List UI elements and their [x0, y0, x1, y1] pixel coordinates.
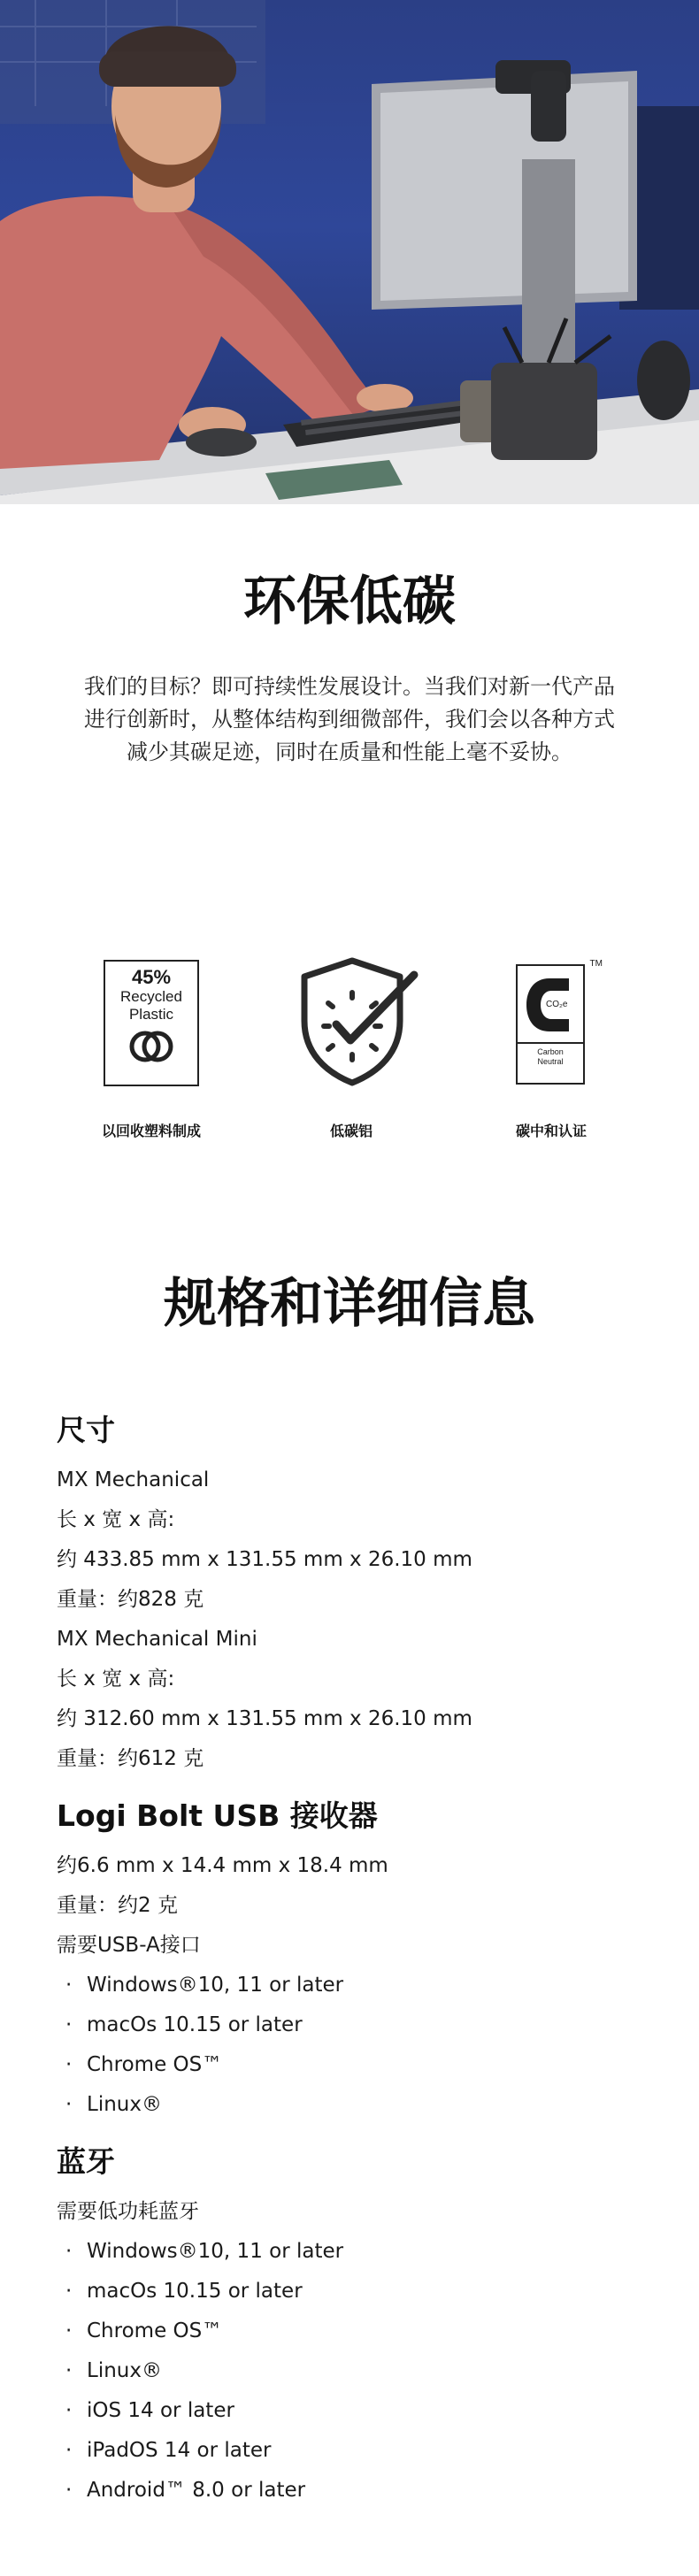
os-name: iOS 14 or later — [87, 2399, 234, 2422]
os-name: Linux® — [87, 2359, 162, 2382]
spec-line: 需要USB-A接口 — [57, 1934, 201, 1957]
hero-image — [0, 0, 699, 504]
bullet-dot: · — [65, 2053, 73, 2076]
os-list-item — [57, 2351, 658, 2391]
low-carbon-shield-icon — [292, 955, 420, 1088]
receiver-heading: Logi Bolt USB 接收器 — [57, 1798, 378, 1833]
recycled-plastic-icon — [125, 1027, 178, 1066]
spec-line: 约6.6 mm x 14.4 mm x 18.4 mm — [57, 1854, 388, 1877]
os-list-item — [57, 2431, 658, 2471]
os-name: Linux® — [87, 2093, 162, 2116]
spec-line: MX Mechanical — [57, 1468, 210, 1491]
dimensions-heading: 尺寸 — [57, 1413, 115, 1447]
co2e-label: CO₂e — [546, 1000, 568, 1009]
bullet-dot: · — [65, 2439, 73, 2462]
eco-intro-line: 我们的目标？即可持续性发展设计。当我们对新一代产品 — [84, 674, 615, 699]
os-name: Chrome OS™ — [87, 2319, 223, 2342]
os-name: Android™ 8.0 or later — [87, 2479, 306, 2502]
bullet-dot: · — [65, 2399, 73, 2422]
spec-line: 重量：约612 克 — [57, 1747, 204, 1770]
eco-intro-line: 减少其碳足迹，同时在质量和性能上毫不妥协。 — [127, 740, 572, 764]
spec-line: 重量：约2 克 — [57, 1894, 178, 1917]
os-name: macOs 10.15 or later — [87, 2013, 303, 2036]
bullet-dot: · — [65, 2319, 73, 2342]
badge-caption-low-carbon: 低碳铝 — [329, 1123, 373, 1139]
bullet-dot: · — [65, 1974, 73, 1997]
specs-list — [57, 1411, 658, 2511]
bullet-dot: · — [65, 2240, 73, 2263]
os-list-item — [57, 1966, 658, 2005]
recycled-percent: 45% — [131, 966, 172, 988]
carbon-label: Carbon — [537, 1047, 564, 1056]
bullet-dot: · — [65, 2093, 73, 2116]
eco-intro-line: 进行创新时，从整体结构到细微部件，我们会以各种方式 — [84, 707, 615, 732]
os-list-item — [57, 2272, 658, 2312]
eco-intro — [35, 671, 664, 769]
bluetooth-heading: 蓝牙 — [57, 2144, 115, 2179]
trademark-mark: TM — [589, 959, 603, 969]
spec-line: 需要低功耗蓝牙 — [57, 2200, 199, 2223]
eco-title: 环保低碳 — [243, 571, 456, 632]
os-list-item — [57, 2391, 658, 2431]
os-list-item — [57, 2232, 658, 2272]
os-name: Windows®10, 11 or later — [87, 1974, 344, 1997]
spec-line: 约 433.85 mm x 131.55 mm x 26.10 mm — [57, 1548, 472, 1571]
os-list-item — [57, 2312, 658, 2351]
carbon-neutral-badge — [516, 959, 603, 1085]
bullet-dot: · — [65, 2479, 73, 2502]
os-name: Chrome OS™ — [87, 2053, 223, 2076]
badge-caption-recycled: 以回收塑料制成 — [101, 1123, 201, 1139]
os-list-item — [57, 2045, 658, 2085]
os-list-item — [57, 2085, 658, 2125]
spec-line: 重量：约828 克 — [57, 1588, 204, 1611]
plastic-label: Plastic — [128, 1006, 174, 1023]
hero-illustration — [0, 0, 699, 504]
os-list-item — [57, 2005, 658, 2045]
recycled-plastic-badge — [104, 960, 199, 1086]
spec-line: 长 x 宽 x 高: — [57, 1668, 175, 1690]
spec-line: 约 312.60 mm x 131.55 mm x 26.10 mm — [57, 1707, 472, 1730]
badge-caption-carbon-neutral: 碳中和认证 — [515, 1123, 587, 1139]
os-name: Windows®10, 11 or later — [87, 2240, 344, 2263]
neutral-label: Neutral — [537, 1057, 564, 1066]
bullet-dot: · — [65, 2013, 73, 2036]
spec-line: 长 x 宽 x 高: — [57, 1508, 175, 1531]
os-name: iPadOS 14 or later — [87, 2439, 272, 2462]
bullet-dot: · — [65, 2359, 73, 2382]
spec-line: MX Mechanical Mini — [57, 1628, 257, 1651]
bullet-dot: · — [65, 2280, 73, 2303]
specs-title: 规格和详细信息 — [164, 1273, 535, 1335]
recycled-label: Recycled — [120, 988, 182, 1005]
os-name: macOs 10.15 or later — [87, 2280, 303, 2303]
os-list-item — [57, 2471, 658, 2511]
